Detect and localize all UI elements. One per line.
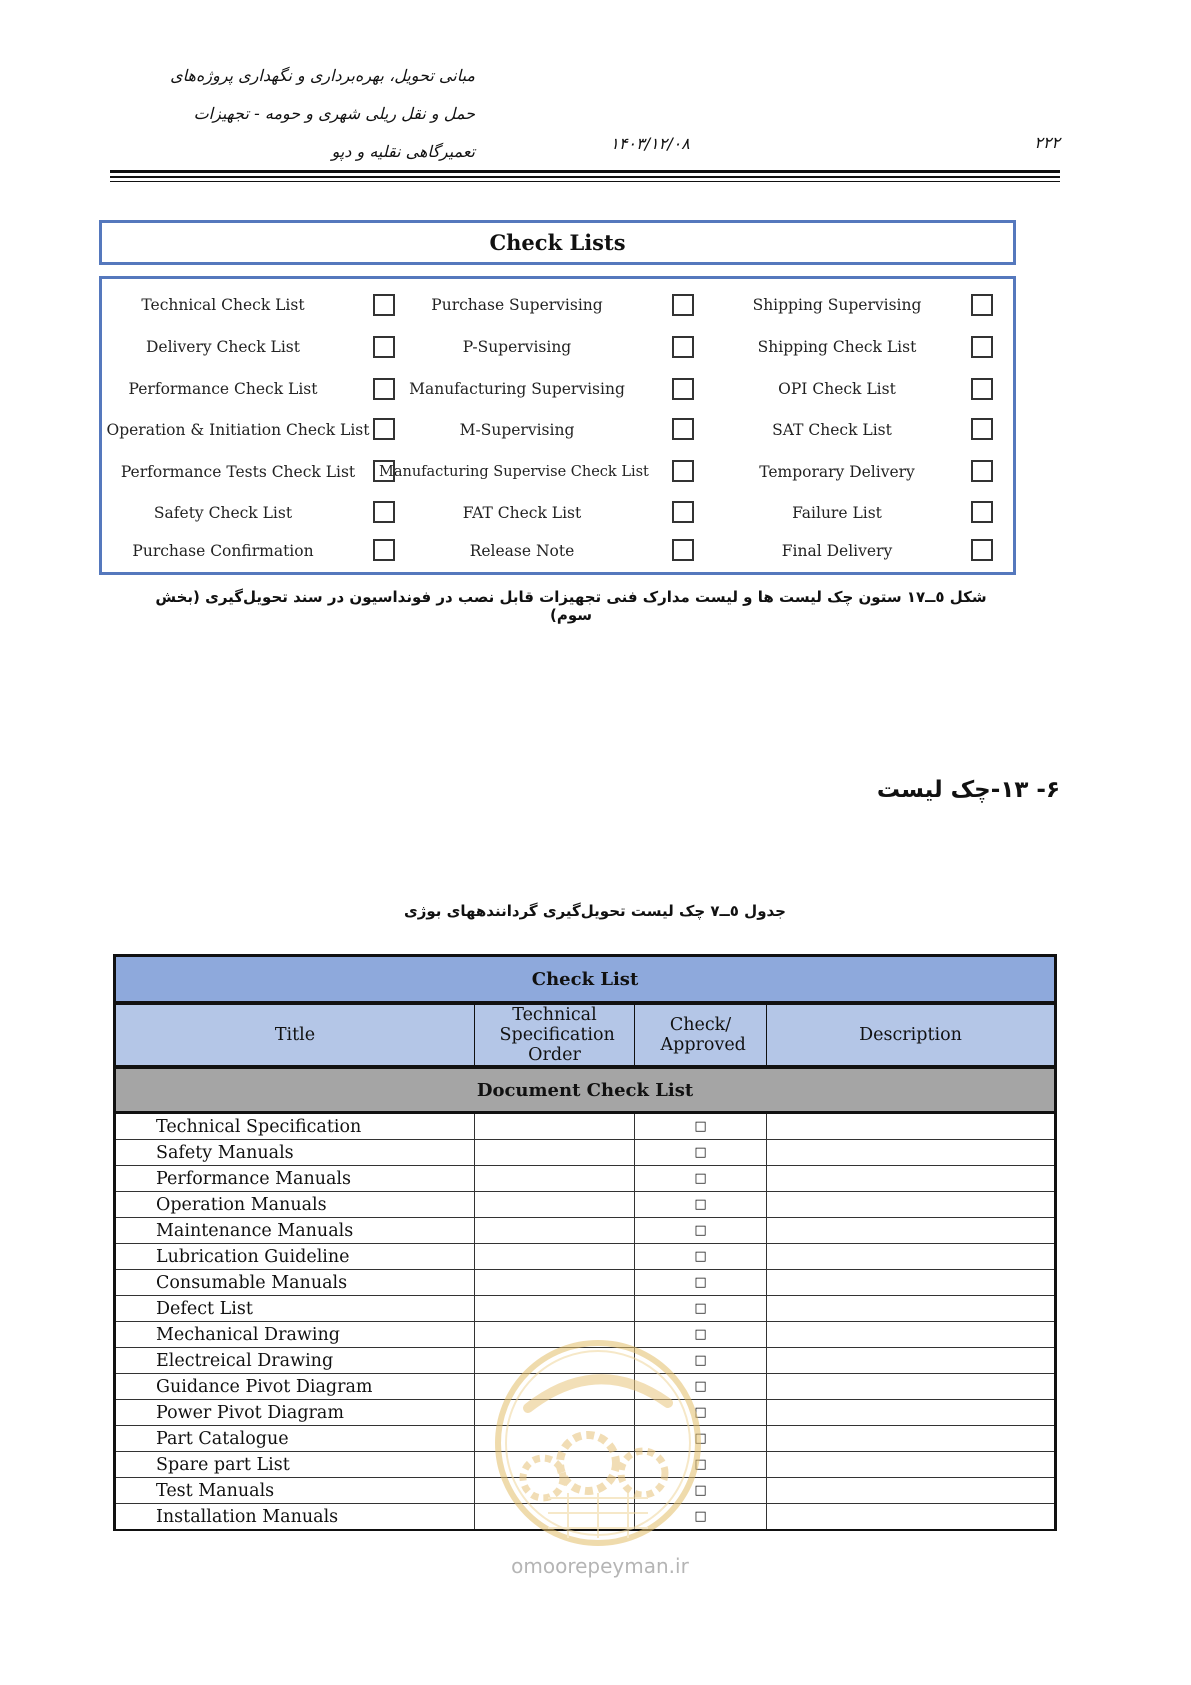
checklist-item-label: Manufacturing Supervising <box>409 380 625 398</box>
table-row <box>115 1218 1056 1244</box>
row-checkbox[interactable]: □ <box>635 1244 767 1270</box>
row-title: Electreical Drawing <box>115 1348 475 1374</box>
checklist-table <box>113 954 1057 1531</box>
row-title: Test Manuals <box>115 1478 475 1504</box>
checklist-item-label: Purchase Confirmation <box>132 542 314 560</box>
row-title: Safety Manuals <box>115 1140 475 1166</box>
row-spec-order <box>475 1113 635 1140</box>
checklist-item-label: Failure List <box>792 504 882 522</box>
row-description <box>767 1218 1056 1244</box>
row-checkbox[interactable]: □ <box>635 1166 767 1192</box>
header-divider <box>110 176 1060 178</box>
row-description <box>767 1452 1056 1478</box>
checklist-item-label: P-Supervising <box>462 338 572 356</box>
table-row <box>115 1400 1056 1426</box>
row-description <box>767 1166 1056 1192</box>
row-checkbox[interactable]: □ <box>635 1296 767 1322</box>
checklist-checkbox[interactable] <box>971 336 993 358</box>
checklist-checkbox[interactable] <box>672 418 694 440</box>
row-title: Part Catalogue <box>115 1426 475 1452</box>
row-spec-order <box>475 1452 635 1478</box>
row-description <box>767 1296 1056 1322</box>
checklist-checkbox[interactable] <box>672 378 694 400</box>
checklist-checkbox[interactable] <box>971 501 993 523</box>
row-description <box>767 1400 1056 1426</box>
row-checkbox[interactable]: □ <box>635 1192 767 1218</box>
table-row <box>115 1478 1056 1504</box>
row-spec-order <box>475 1296 635 1322</box>
header-divider <box>110 181 1060 182</box>
row-description <box>767 1270 1056 1296</box>
row-checkbox[interactable]: □ <box>635 1478 767 1504</box>
row-checkbox[interactable]: □ <box>635 1374 767 1400</box>
column-header-spec-order-text: Technical Specification Order <box>499 1005 615 1065</box>
checklist-checkbox[interactable] <box>672 336 694 358</box>
row-spec-order <box>475 1322 635 1348</box>
column-header-spec-order <box>475 1003 635 1067</box>
checklist-item-label: Technical Check List <box>141 296 305 314</box>
table-row <box>115 1270 1056 1296</box>
watermark-url: omoorepeyman.ir <box>511 1554 689 1578</box>
table-row <box>115 1452 1056 1478</box>
row-spec-order <box>475 1140 635 1166</box>
checklist-item-label: Shipping Supervising <box>752 296 922 314</box>
row-checkbox[interactable]: □ <box>635 1140 767 1166</box>
page-number: ۲۲۲ <box>1034 133 1060 152</box>
checklist-item-label: Shipping Check List <box>757 338 917 356</box>
checklist-item-label: FAT Check List <box>462 504 582 522</box>
row-checkbox[interactable]: □ <box>635 1270 767 1296</box>
row-description <box>767 1426 1056 1452</box>
row-spec-order <box>475 1374 635 1400</box>
checklist-checkbox[interactable] <box>971 539 993 561</box>
row-spec-order <box>475 1166 635 1192</box>
checklist-item-label: Purchase Supervising <box>431 296 603 314</box>
table-row <box>115 1348 1056 1374</box>
table-row <box>115 1140 1056 1166</box>
checklist-checkbox[interactable] <box>672 294 694 316</box>
row-title: Power Pivot Diagram <box>115 1400 475 1426</box>
table-row <box>115 1244 1056 1270</box>
row-checkbox[interactable]: □ <box>635 1348 767 1374</box>
checklist-checkbox[interactable] <box>971 418 993 440</box>
row-title: Technical Specification <box>115 1113 475 1140</box>
table-row <box>115 1166 1056 1192</box>
row-spec-order <box>475 1270 635 1296</box>
row-checkbox[interactable]: □ <box>635 1452 767 1478</box>
column-header-description: Description <box>767 1003 1056 1067</box>
checklist-item-label: Final Delivery <box>781 542 893 560</box>
row-description <box>767 1374 1056 1400</box>
checklist-item-label: Performance Check List <box>128 380 318 398</box>
checklist-item-label: Operation & Initiation Check List <box>106 421 370 439</box>
table-row <box>115 1426 1056 1452</box>
row-description <box>767 1244 1056 1270</box>
row-title: Mechanical Drawing <box>115 1322 475 1348</box>
table-row <box>115 1296 1056 1322</box>
row-description <box>767 1192 1056 1218</box>
checklist-item-label: Delivery Check List <box>146 338 300 356</box>
column-header-check <box>635 1003 767 1067</box>
header-divider <box>110 170 1060 173</box>
row-title: Operation Manuals <box>115 1192 475 1218</box>
checklist-checkbox[interactable] <box>672 501 694 523</box>
row-description <box>767 1140 1056 1166</box>
row-checkbox[interactable]: □ <box>635 1113 767 1140</box>
header-date: ۱۴۰۳/۱۲/۰۸ <box>610 134 690 153</box>
column-header-check-text: Check/ Approved <box>660 1015 746 1055</box>
table-subheader: Document Check List <box>115 1067 1056 1113</box>
table-row <box>115 1374 1056 1400</box>
row-title: Spare part List <box>115 1452 475 1478</box>
checklist-item-label: Release Note <box>469 542 575 560</box>
checklist-checkbox[interactable] <box>971 378 993 400</box>
row-spec-order <box>475 1218 635 1244</box>
table-caption: جدول ٥ــ۷ چک لیست تحویل‌گیری گردانندههای بوژی <box>403 902 786 920</box>
row-spec-order <box>475 1504 635 1531</box>
checklist-item-label: Safety Check List <box>153 504 293 522</box>
table-body <box>115 1113 1056 1531</box>
row-spec-order <box>475 1400 635 1426</box>
figure-caption: شکل ٥ــ۱۷ ستون چک لیست ها و لیست مدارک فنی تجهیزات قابل نصب در فونداسیون در سند تحویل‌گیری (بخش سوم) <box>155 588 987 624</box>
section-heading: ۶- ۱۳-چک لیست <box>876 777 1060 803</box>
table-row <box>115 1192 1056 1218</box>
row-title: Lubrication Guideline <box>115 1244 475 1270</box>
row-description <box>767 1322 1056 1348</box>
row-title: Maintenance Manuals <box>115 1218 475 1244</box>
table-row <box>115 1504 1056 1531</box>
row-spec-order <box>475 1478 635 1504</box>
checklist-item-label: Manufacturing Supervise Check List <box>379 464 649 480</box>
row-title: Guidance Pivot Diagram <box>115 1374 475 1400</box>
row-checkbox[interactable]: □ <box>635 1400 767 1426</box>
table-row <box>115 1322 1056 1348</box>
row-title: Performance Manuals <box>115 1166 475 1192</box>
row-title: Defect List <box>115 1296 475 1322</box>
table-row <box>115 1113 1056 1140</box>
checklist-item-label: OPI Check List <box>778 380 896 398</box>
header-title-line-2: حمل و نقل ریلی شهری و حومه - تجهیزات <box>193 104 475 123</box>
header-title-line-3: تعمیرگاهی نقلیه و دپو <box>331 142 475 161</box>
checklist-item-label: Performance Tests Check List <box>120 463 356 481</box>
checklist-item-label: M-Supervising <box>459 421 575 439</box>
table-title: Check List <box>115 956 1056 1004</box>
header-title-line-1: مبانی تحویل، بهره‌برداری و نگهداری پروژه‌های <box>170 66 475 85</box>
row-description <box>767 1504 1056 1531</box>
row-title: Consumable Manuals <box>115 1270 475 1296</box>
figure-title: Check Lists <box>99 220 1016 265</box>
row-checkbox[interactable]: □ <box>635 1426 767 1452</box>
column-header-title: Title <box>115 1003 475 1067</box>
row-description <box>767 1113 1056 1140</box>
row-checkbox[interactable]: □ <box>635 1504 767 1531</box>
checklist-grid <box>99 276 1016 575</box>
checklist-item-label: Temporary Delivery <box>759 463 915 481</box>
row-description <box>767 1348 1056 1374</box>
row-spec-order <box>475 1244 635 1270</box>
row-title: Installation Manuals <box>115 1504 475 1531</box>
row-spec-order <box>475 1192 635 1218</box>
row-checkbox[interactable]: □ <box>635 1322 767 1348</box>
checklist-checkbox[interactable] <box>971 460 993 482</box>
row-description <box>767 1478 1056 1504</box>
row-checkbox[interactable]: □ <box>635 1218 767 1244</box>
row-spec-order <box>475 1426 635 1452</box>
checklist-item-label: SAT Check List <box>772 421 892 439</box>
checklist-checkbox[interactable] <box>672 539 694 561</box>
row-spec-order <box>475 1348 635 1374</box>
checklist-checkbox[interactable] <box>672 460 694 482</box>
checklist-checkbox[interactable] <box>971 294 993 316</box>
